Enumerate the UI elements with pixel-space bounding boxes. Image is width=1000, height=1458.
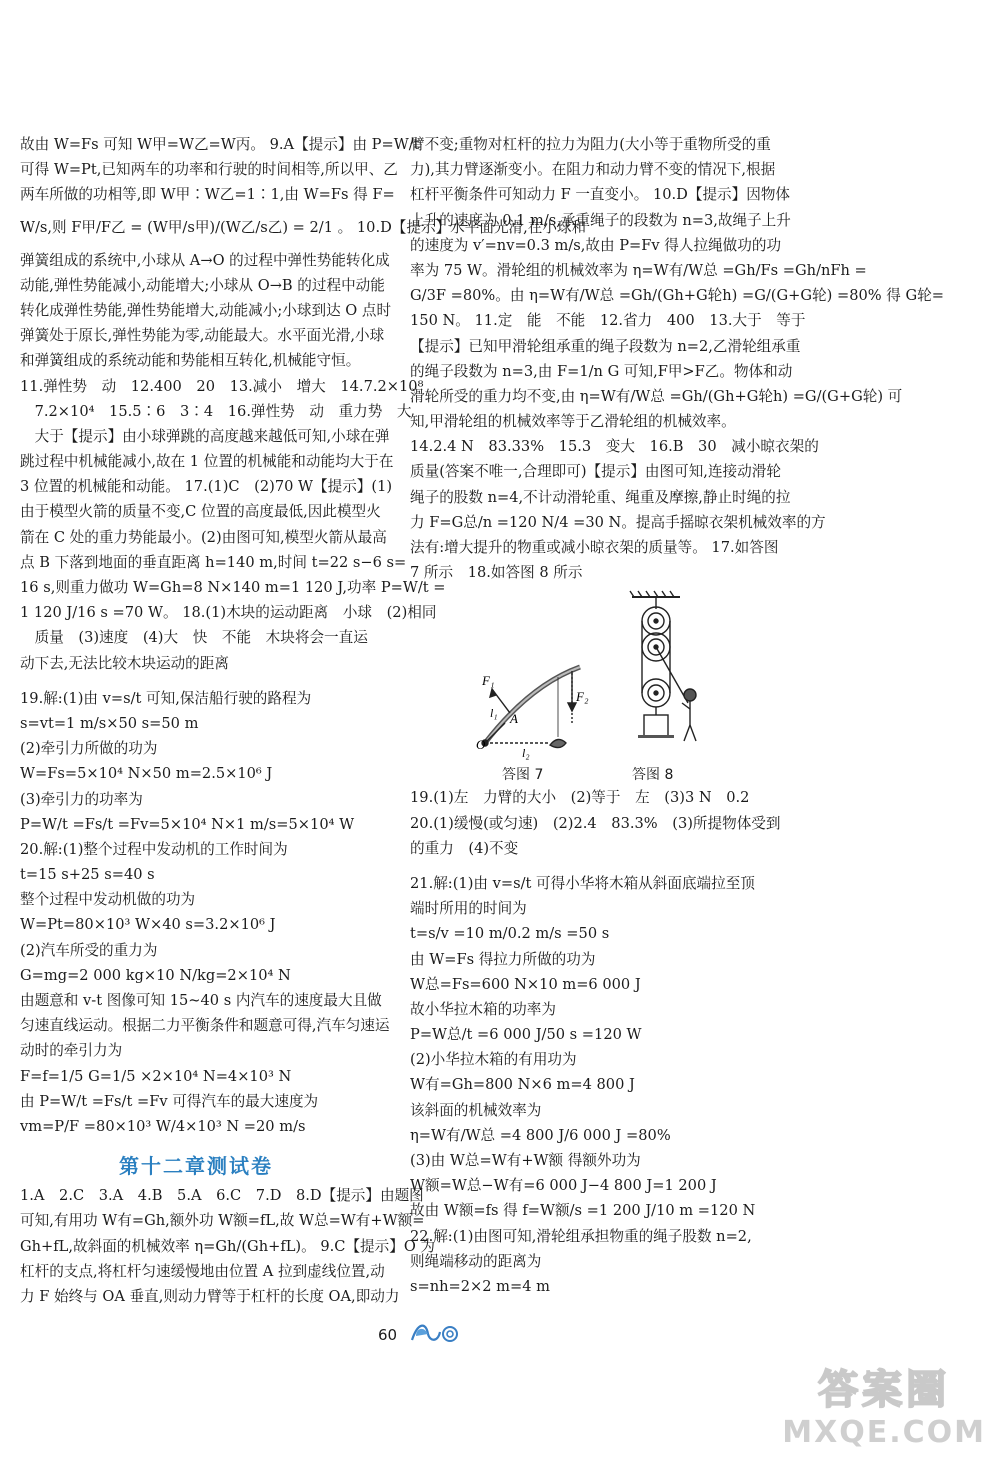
text-line: 和弹簧组成的系统动能和势能相互转化,机械能守恒。 bbox=[20, 352, 361, 370]
figure-8-pulley bbox=[630, 591, 696, 741]
text-line: W有=Gh=800 N×6 m=4 800 J bbox=[410, 1076, 635, 1094]
text-line: P=W/t =Fs/t =Fv=5×10⁴ N×1 m/s=5×10⁴ W bbox=[20, 815, 355, 833]
text-line: 由于模型火箭的质量不变,C 位置的高度最低,因此模型火 bbox=[20, 503, 381, 521]
text-line: 点 B 下落到地面的垂直距离 h=140 m,时间 t=22 s−6 s= bbox=[20, 553, 407, 571]
label-A: A bbox=[510, 711, 518, 727]
text-line: 故由 W=Fs 可知 W甲=W乙=W丙。 9.A【提示】由 P=W/t bbox=[20, 136, 420, 153]
label-F2: F₂ bbox=[576, 689, 589, 705]
text-line: 150 N。 11.定 能 不能 12.省力 400 13.大于 等于 bbox=[410, 312, 806, 330]
text-line: 故小华拉木箱的功率为 bbox=[410, 1000, 556, 1018]
text-line: W/s,则 F甲/F乙 = (W甲/s甲)/(W乙/s乙) = 2/1 。 10.D【提示】水平面光滑,在小球和 bbox=[20, 218, 587, 236]
text-line: t=s/v =10 m/0.2 m/s =50 s bbox=[410, 925, 610, 943]
label-l1: l₁ bbox=[490, 706, 498, 721]
label-O: O bbox=[476, 737, 486, 753]
text-line: 19.(1)左 力臂的大小 (2)等于 左 (3)3 N 0.2 bbox=[410, 789, 750, 807]
text-line: t=15 s+25 s=40 s bbox=[20, 866, 155, 884]
text-line: 臂不变;重物对杠杆的拉力为阻力(大小等于重物所受的重 bbox=[410, 136, 771, 153]
text-line: 转化成弹性势能,弹性势能增大,动能减小;小球到达 O 点时 bbox=[20, 301, 392, 319]
text-line: W=Fs=5×10⁴ N×50 m=2.5×10⁶ J bbox=[20, 765, 273, 783]
text-line: 匀速直线运动。根据二力平衡条件和题意可得,汽车匀速运 bbox=[20, 1017, 390, 1035]
text-line: 杠杆平衡条件可知动力 F 一直变小。 10.D【提示】因物体 bbox=[410, 186, 791, 204]
text-line: 滑轮所受的重力均不变,由 η=W有/W总 =Gh/(Gh+G轮h) =G/(G+G轮) 可 bbox=[410, 387, 903, 405]
text-line: 故由 W额=fs 得 f=W额/s =1 200 J/10 m =120 N bbox=[410, 1202, 756, 1220]
text-line: 跳过程中机械能减小,故在 1 位置的机械能和动能均大于在 bbox=[20, 453, 394, 471]
flourish-logo-icon bbox=[408, 1318, 464, 1346]
label-F1: F₁ bbox=[482, 673, 495, 689]
chapter-title: 第十二章测试卷 bbox=[119, 1154, 273, 1179]
watermark bbox=[782, 1358, 986, 1450]
text-line: W总=Fs=600 N×10 m=6 000 J bbox=[410, 975, 641, 993]
text-line: s=nh=2×2 m=4 m bbox=[410, 1277, 551, 1295]
figure-7-caption: 答图 7 bbox=[502, 767, 544, 784]
text-line: 1.A 2.C 3.A 4.B 5.A 6.C 7.D 8.D【提示】由题图 bbox=[20, 1187, 424, 1205]
text-line: 率为 75 W。滑轮组的机械效率为 η=W有/W总 =Gh/Fs =Gh/nFh = bbox=[410, 261, 867, 279]
text-line: 弹簧处于原长,弹性势能为零,动能最大。水平面光滑,小球 bbox=[20, 327, 385, 345]
ground-line bbox=[638, 735, 674, 738]
text-line: (2)牵引力所做的功为 bbox=[20, 740, 158, 758]
text-line: 3 位置的机械能和动能。 17.(1)C (2)70 W【提示】(1) bbox=[20, 478, 393, 496]
text-line: (3)由 W总=W有+W额 得额外功为 bbox=[410, 1152, 641, 1169]
text-line: G=mg=2 000 kg×10 N/kg=2×10⁴ N bbox=[20, 966, 291, 984]
text-line: 该斜面的机械效率为 bbox=[410, 1101, 542, 1119]
text-line: G/3F =80%。由 η=W有/W总 =Gh/(Gh+G轮h) =G/(G+G轮) =80% 得 G轮= bbox=[410, 287, 944, 305]
text-line: 质量 (3)速度 (4)大 快 不能 木块将会一直运 bbox=[20, 629, 368, 647]
text-line: 绳子的股数 n=4,不计动滑轮重、绳重及摩擦,静止时绳的拉 bbox=[410, 488, 791, 506]
text-line: 14.2.4 N 83.33% 15.3 变大 16.B 30 减小晾衣架的 bbox=[410, 438, 819, 456]
text-line: 法有:增大提升的物重或减小晾衣架的质量等。 17.如答图 bbox=[410, 539, 779, 556]
text-line: 质量(答案不唯一,合理即可)【提示】由图可知,连接动滑轮 bbox=[410, 463, 781, 481]
text-line: 19.解:(1)由 v=s/t 可知,保洁船行驶的路程为 bbox=[20, 689, 312, 707]
figures-svg bbox=[410, 585, 762, 785]
text-line: 的重力 (4)不变 bbox=[410, 839, 519, 857]
text-line: 则绳端移动的距离为 bbox=[410, 1252, 542, 1270]
text-line: W=Pt=80×10³ W×40 s=3.2×10⁶ J bbox=[20, 916, 276, 934]
text-line: Gh+fL,故斜面的机械效率 η=Gh/(Gh+fL)。 9.C【提示】O 为 bbox=[20, 1237, 436, 1255]
text-line: 杠杆的支点,将杠杆匀速缓慢地由位置 A 拉到虚线位置,动 bbox=[20, 1262, 385, 1280]
text-line: 20.解:(1)整个过程中发动机的工作时间为 bbox=[20, 840, 288, 858]
text-line: P=W总/t =6 000 J/50 s =120 W bbox=[410, 1026, 642, 1044]
answer-figures bbox=[410, 585, 762, 785]
right-column bbox=[410, 132, 944, 1299]
text-line: 由 W=Fs 得拉力所做的功为 bbox=[410, 950, 596, 968]
text-line: 22.解:(1)由图可知,滑轮组承担物重的绳子股数 n=2, bbox=[410, 1227, 752, 1245]
text-line: 知,甲滑轮组的机械效率等于乙滑轮组的机械效率。 bbox=[410, 413, 736, 431]
text-line: 动时的牵引力为 bbox=[20, 1042, 123, 1060]
text-line: vm=P/F =80×10³ W/4×10³ N =20 m/s bbox=[20, 1117, 306, 1135]
text-line: 由 P=W/t =Fs/t =Fv 可得汽车的最大速度为 bbox=[20, 1092, 319, 1110]
text-line: 1 120 J/16 s =70 W。 18.(1)木块的运动距离 小球 (2)相同 bbox=[20, 604, 437, 622]
text-line: W额=W总−W有=6 000 J−4 800 J=1 200 J bbox=[410, 1177, 717, 1195]
text-line: 力 F=G总/n =120 N/4 =30 N。提高手摇晾衣架机械效率的方 bbox=[410, 513, 826, 531]
label-l2: l₂ bbox=[522, 746, 530, 761]
text-line: 7.2×10⁴ 15.5∶6 3∶4 16.弹性势 动 重力势 大 bbox=[20, 402, 412, 420]
text-line: 力 F 始终与 OA 垂直,则动力臂等于杠杆的长度 OA,即动力 bbox=[20, 1287, 400, 1305]
text-line: 11.弹性势 动 12.400 20 13.减小 增大 14.7.2×10⁸ bbox=[20, 377, 424, 395]
text-line: 的绳子段数为 n=3,由 F=1/n G 可知,F甲>F乙。物体和动 bbox=[410, 362, 793, 380]
text-line: (2)汽车所受的重力为 bbox=[20, 941, 158, 959]
text-line: 可得 W=Pt,已知两车的功率和行驶的时间相等,所以甲、乙 bbox=[20, 161, 398, 179]
text-line: 大于【提示】由小球弹跳的高度越来越低可知,小球在弹 bbox=[20, 427, 390, 445]
text-line: 的速度为 v′=nv=0.3 m/s,故由 P=Fv 得人拉绳做功的功 bbox=[410, 236, 782, 254]
text-line: η=W有/W总 =4 800 J/6 000 J =80% bbox=[410, 1126, 671, 1144]
text-line: 动能,弹性势能减小,动能增大;小球从 O→B 的过程中动能 bbox=[20, 276, 385, 294]
text-line: 两车所做的功相等,即 W甲∶W乙=1∶1,由 W=Fs 得 F= bbox=[20, 186, 395, 204]
text-line: 上升的速度为 0.1 m/s,承重绳子的段数为 n=3,故绳子上升 bbox=[410, 211, 791, 229]
text-line: (2)小华拉木箱的有用功为 bbox=[410, 1051, 577, 1069]
text-line: 【提示】已知甲滑轮组承重的绳子段数为 n=2,乙滑轮组承重 bbox=[410, 337, 801, 355]
text-line: F=f=1/5 G=1/5 ×2×10⁴ N=4×10³ N bbox=[20, 1067, 292, 1085]
watermark-top: 答案圈 bbox=[818, 1367, 951, 1413]
text-line: (3)牵引力的功率为 bbox=[20, 790, 143, 808]
figure-8-caption: 答图 8 bbox=[632, 767, 674, 784]
text-line: 可知,有用功 W有=Gh,额外功 W额=fL,故 W总=W有+W额= bbox=[20, 1212, 425, 1230]
text-line: 16 s,则重力做功 W=Gh=8 N×140 m=1 120 J,功率 P=W/t = bbox=[20, 579, 446, 596]
page-number: 60 bbox=[378, 1326, 398, 1344]
text-line: s=vt=1 m/s×50 s=50 m bbox=[20, 714, 199, 732]
text-line: 弹簧组成的系统中,小球从 A→O 的过程中弹性势能转化成 bbox=[20, 251, 390, 269]
text-line: 由题意和 v-t 图像可知 15~40 s 内汽车的速度最大且做 bbox=[20, 992, 382, 1009]
text-line: 力),其力臂逐渐变小。在阻力和动力臂不变的情况下,根据 bbox=[410, 161, 776, 179]
text-line: 20.(1)缓慢(或匀速) (2)2.4 83.3% (3)所提物体受到 bbox=[410, 814, 781, 832]
text-line: 动下去,无法比较木块运动的距离 bbox=[20, 654, 229, 672]
text-line: 整个过程中发动机做的功为 bbox=[20, 891, 196, 909]
text-line: 端时所用的时间为 bbox=[410, 900, 527, 918]
watermark-bottom: MXQE.COM bbox=[782, 1415, 986, 1450]
text-line: 21.解:(1)由 v=s/t 可得小华将木箱从斜面底端拉至顶 bbox=[410, 874, 755, 892]
text-line: 7 所示 18.如答图 8 所示 bbox=[410, 564, 583, 582]
text-line: 箭在 C 处的重力势能最小。(2)由图可知,模型火箭从最高 bbox=[20, 528, 387, 546]
